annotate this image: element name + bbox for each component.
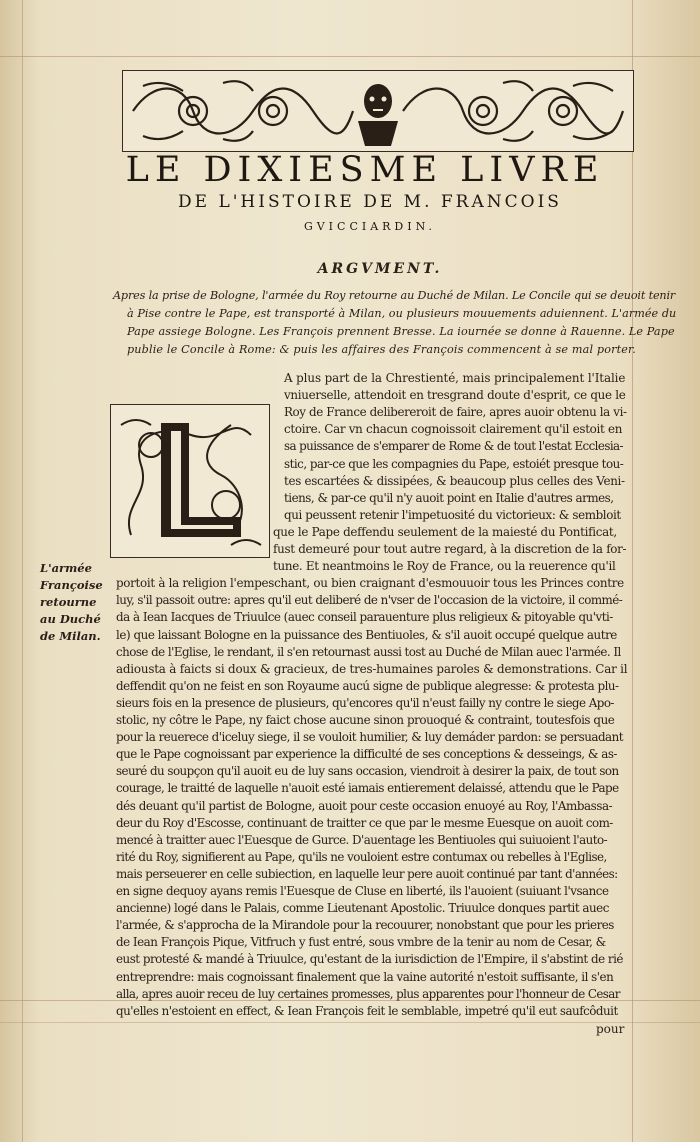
body-line: mencé à traitter auec l'Euesque de Gurce. D'auentage les Bentiuoles qui suiuoient l'auto- [116,832,608,847]
body-line: qui peussent retenir l'impetuosité du victorieux: & sembloit [284,507,621,522]
argument-line: Pape assiege Bologne. Les François prennent Bresse. La iournée se donne à Rauenne. Le Pape [127,325,675,338]
body-line: sa puissance de s'emparer de Rome & de tout l'estat Ecclesia- [284,439,623,454]
body-line: le) que laissant Bologne en la puissance des Bentiuoles, & s'il auoit occupé quelque autre [116,627,617,642]
ornamental-headpiece [122,70,634,152]
body-line: stic, par-ce que les compagnies du Pape, estoiét presque tou- [284,456,624,471]
body-line: ancienne) logé dans le Palais, comme Lieutenant Apostolic. Triuulce donques partit auec [116,901,609,916]
body-line: Roy de France delibereroit de faire, apres auoir obtenu la vi- [284,405,627,420]
book-subtitle: DE L'HISTOIRE DE M. FRANCOIS [178,192,562,212]
catchword: pour [596,1021,625,1036]
body-line: que le Pape deffendu seulement de la maiesté du Pontificat, [273,524,617,539]
body-line: stolic, ny côtre le Pape, ny faict chose aucune sinon prouoqué & contraint, toutesfois que [116,713,615,727]
body-line: rité du Roy, signifierent au Pape, qu'ils ne vouloient estre contumax ou rebelles à l'Eglise, [116,849,607,864]
body-line: A plus part de la Chrestienté, mais principalement l'Italie [284,371,626,385]
body-line: en signe dequoy ayans remis l'Euesque de Cluse en liberté, ils l'auoient (suiuant l'vsance [116,884,609,898]
body-line: mais perseuerer en celle subiection, en laquelle leur pere auoit continué par tant d'années: [116,866,618,881]
body-line: vniuerselle, attendoit en tresgrand doute d'esprit, ce que le [284,388,626,403]
body-line: tiens, & par-ce qu'il n'y auoit point en Italie d'autres armes, [284,490,614,505]
argument-line: Apres la prise de Bologne, l'armée du Roy retourne au Duché de Milan. Le Concile qui se deuoit tenir [113,289,676,302]
body-line: da à Iean Iacques de Triuulce (auec conseil parauenture plus religieux & pitoyable qu'vti- [116,610,613,625]
body-line: l'armée, & s'approcha de la Mirandole pour la recouurer, nonobstant que pour les prieres [116,918,614,933]
body-line: adiousta à faicts si doux & gracieux, de tres-humaines paroles & demonstrations. Car il [116,661,628,676]
top-rule [0,56,700,57]
body-line: fust demeuré pour tout autre regard, à la discretion de la for- [273,542,627,556]
margin-note [40,560,110,645]
margin-rule-right [632,0,633,1142]
body-line: deffendit qu'on ne feist en son Royaume aucú signe de publique alegresse: & protesta plu- [116,678,619,693]
body-line: chose de l'Eglise, le rendant, il s'en retournast aussi tost au Duché de Milan auec l'armée. Il [116,644,621,659]
body-line: de Iean François Pique, Vitfruch y fust entré, sous vmbre de la tenir au nom de Cesar, & [116,935,606,950]
argument-line: publie le Concile à Rome: & puis les affaires des François commencent à se mal porter. [127,343,636,356]
body-line: entreprendre: mais cognoissant finalement que la vaine autorité n'estoit suffisante, il s'en [116,969,614,984]
body-line: que le Pape cognoissant par experience la difficulté de ses conceptions & desseings, & as- [116,747,617,762]
margin-note-line: retourne [40,595,97,609]
body-line: sieurs fois en la presence de plusieurs, qu'encores qu'il n'eust failly ny contre le siege Apo- [116,695,614,710]
bottom-rule-2 [0,1022,700,1023]
body-line: ctoire. Car vn chacun cognoissoit clairement qu'il estoit en [284,422,623,437]
body-line: qu'elles n'estoient en effect, & Iean François feit le semblable, impetré qu'il eut saufcôduit [116,1003,618,1018]
margin-note-line: L'armée [40,561,92,575]
body-line: dés deuant qu'il partist de Bologne, auoit pour ceste occasion enuoyé au Roy, l'Ambassa- [116,798,613,813]
argument-line: à Pise contre le Pape, est transporté à Milan, ou plusieurs mouuements aduiennent. L'armée du [127,307,677,320]
margin-note-line: Françoise [40,578,103,592]
body-line: pour la reuerece d'iceluy siege, il se vouloit humilier, & luy demáder pardon: se persuadant [116,730,624,745]
body-line: seuré du soupçon qu'il auoit eu de luy sans occasion, viendroit à desirer la paix, de tout son [116,764,619,779]
margin-note-line: de Milan. [40,629,101,643]
margin-rule-left [22,0,23,1142]
decorated-initial-l [110,404,270,558]
argument-heading: ARGVMENT. [317,261,443,277]
body-line: deur du Roy d'Escosse, continuant de traitter ce que par le mesme Euesque on auoit com- [116,815,613,830]
book-title: LE DIXIESME LIVRE [125,150,605,190]
body-line: luy, s'il passoit outre: apres qu'il eut deliberé de n'vser de l'occasion de la victoire, il commé- [116,593,623,608]
body-line: eust protesté & mandé à Triuulce, qu'estant de la iurisdiction de l'Empire, il s'abstint de rié [116,952,623,967]
body-line: alla, apres auoir receu de luy certaines promesses, plus apparentes pour l'honneur de Cesar [116,986,620,1001]
body-line: courage, le traitté de laquelle n'auoit esté iamais entierement delaissé, attendu que le Pape [116,781,619,796]
author-name: GVICCIARDIN. [303,220,437,233]
body-line: tes escartées & dissipées, & beaucoup plus celles des Veni- [284,473,625,488]
body-line: portoit à la religion l'empeschant, ou bien craignant d'esmouuoir tous les Princes contre [116,576,624,591]
body-line: tune. Et neantmoins le Roy de France, ou la reuerence qu'il [273,559,616,574]
margin-note-line: au Duché [40,612,101,626]
